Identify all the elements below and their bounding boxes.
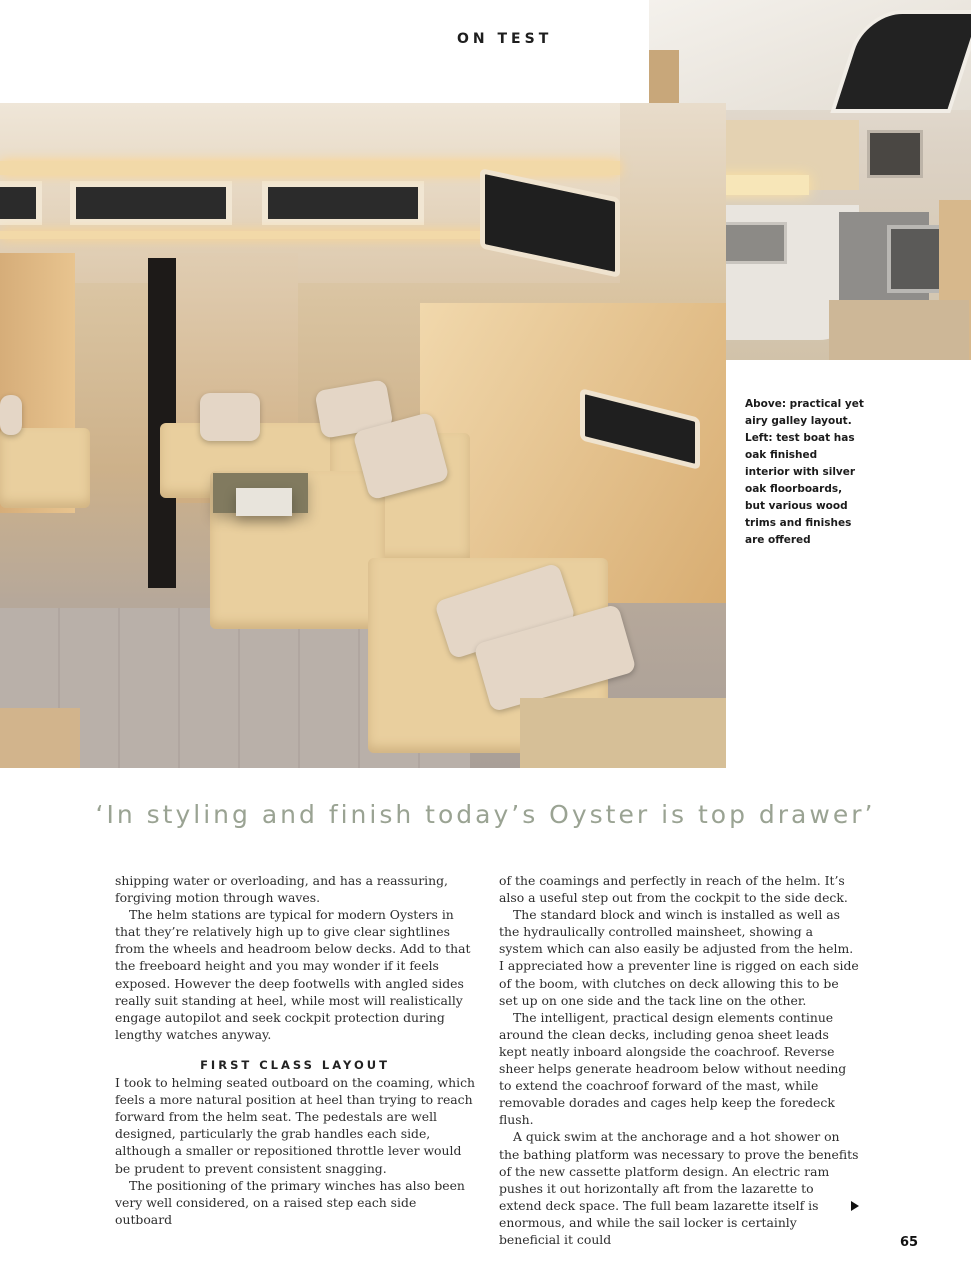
article-column-left — [115, 872, 475, 1228]
section-label: ON TEST — [457, 31, 553, 47]
paragraph: The intelligent, practical design elements continue around the clean decks, including genoa sheet leads kept neatly inboard alongside the coachroof. Reverse sheer helps generate headroom below without needing to extend the coachroof forward of the mast, while removable dorades and cages help keep the foredeck flush. — [499, 1009, 847, 1128]
page-number: 65 — [900, 1235, 919, 1250]
paragraph: The standard block and winch is installed as well as the hydraulically controlled mainsheet, showing a system which can also easily be adjusted from the helm. I appreciated how a preventer line is rigged on each side of the boom, with clutches on deck allowing this to be set up on one side and the tack line on the other. — [499, 907, 859, 1008]
paragraph: shipping water or overloading, and has a reassuring, forgiving motion through waves. — [115, 873, 448, 906]
paragraph: of the coamings and perfectly in reach of the helm. It’s also a useful step out from the cockpit to the side deck. — [499, 873, 848, 906]
paragraph: I took to helming seated outboard on the coaming, which feels a more natural position at heel than trying to reach forward from the helm seat. The pedestals are well designed, particularly the grab handles each side, although a smaller or repositioned throttle lever would be prudent to prevent consistent snagging. — [115, 1075, 476, 1176]
paragraph: A quick swim at the anchorage and a hot shower on the bathing platform was necessary to prove the benefits of the new cassette platform design. An electric ram pushes it out horizontally aft from the lazarette to extend deck space. The full beam lazarette itself is enormous, and while the sail locker is certainly beneficial it could — [499, 1129, 859, 1247]
photo-caption: Above: practical yet airy galley layout. Left: test boat has oak finished interior with silver oak floorboards, but various wood trims and finishes are offered — [745, 398, 864, 546]
pull-quote: ‘In styling and finish today’s Oyster is top drawer’ — [95, 800, 876, 829]
paragraph: The helm stations are typical for modern Oysters in that they’re relatively high up to give clear sightlines from the wheels and headroom below decks. Add to that the freeboard height and you may wonder if it feels exposed. However the deep footwells with angled sides really suit standing at heel, while most will realistically engage autopilot and seek cockpit protection during lengthy watches anyway. — [115, 907, 471, 1042]
paragraph: The positioning of the primary winches has also been very well considered, on a raised step each side outboard — [115, 1177, 465, 1227]
saloon-photo — [0, 103, 726, 768]
subheading: FIRST CLASS LAYOUT — [200, 1057, 390, 1072]
triangle-right-icon — [851, 1201, 859, 1211]
article-column-right — [499, 872, 859, 1248]
